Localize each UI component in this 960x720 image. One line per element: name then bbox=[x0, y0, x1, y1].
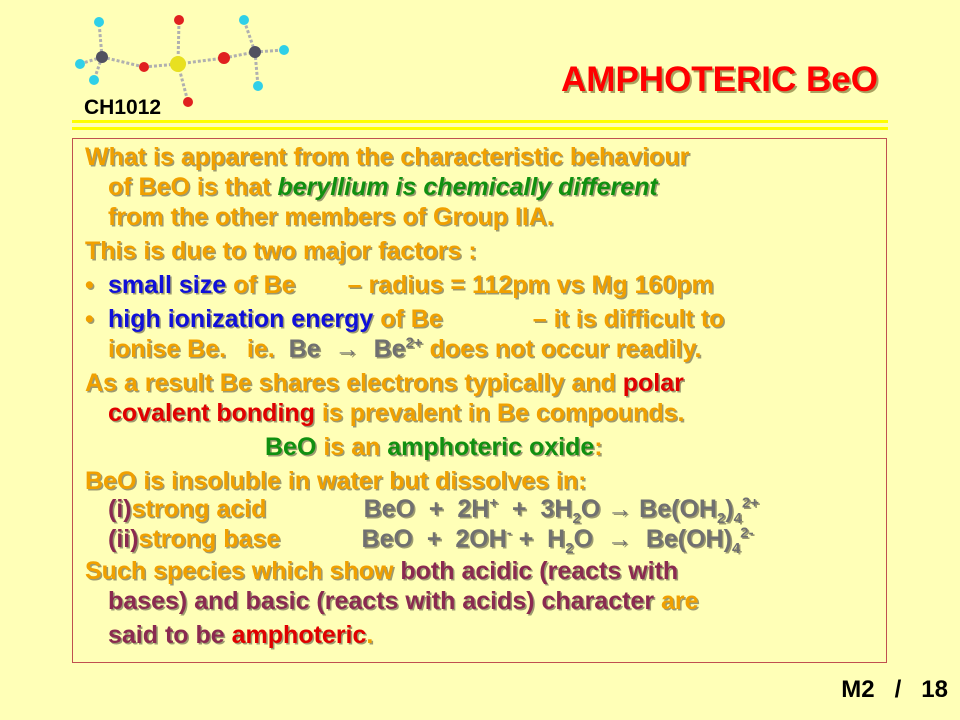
title-divider-bottom bbox=[72, 127, 888, 130]
paragraph-result: As a result Be shares electrons typically and polar covalent bonding is prevalent in Be compounds. bbox=[85, 369, 685, 427]
slide-content bbox=[85, 142, 885, 650]
bullet-small-size: • small size of Be – radius = 112pm vs Mg 160pm bbox=[85, 271, 714, 299]
paragraph-insoluble: BeO is insoluble in water but dissolves in: bbox=[85, 467, 587, 495]
paragraph-amphoteric-definition: Such species which show both acidic (reacts with bases) and basic (reacts with acids) character are said to be amphoteric. bbox=[85, 557, 699, 649]
arrow-icon: → bbox=[607, 495, 633, 523]
highlight-chemically-different: beryllium is chemically different bbox=[277, 173, 658, 201]
paragraph-factors: This is due to two major factors : bbox=[85, 237, 477, 265]
bullet-ionization-energy: • high ionization energy of Be – it is difficult to ionise Be. ie. $Be \to Be^{2+}$ does not occur readily. bbox=[85, 305, 725, 363]
course-code: CH1012 bbox=[84, 96, 162, 119]
title-divider-top bbox=[72, 120, 888, 123]
bullet-marker: • bbox=[85, 305, 94, 333]
equation-strong-acid: (i)strong acid BeO + $2H^+ + 3H_2O \to Be(OH_2)_4^{2+}$ bbox=[108, 494, 760, 527]
page-number: M2 / 18 bbox=[841, 676, 948, 703]
arrow-icon: → bbox=[606, 525, 632, 553]
equation-strong-base: (ii)strong base BeO + $2OH^- + H_2O \to Be(OH)_4^{2-}$ bbox=[108, 524, 754, 557]
paragraph-amphoteric-oxide: BeO is an amphoteric oxide: bbox=[265, 433, 603, 461]
bullet-marker: • bbox=[85, 271, 94, 299]
paragraph-intro: What is apparent from the characteristic behaviour of BeO is that beryllium is chemically different from the other members of Group IIA. bbox=[85, 143, 690, 231]
arrow-icon: → bbox=[334, 335, 360, 363]
slide-title: AMPHOTERIC BeO bbox=[561, 60, 878, 99]
